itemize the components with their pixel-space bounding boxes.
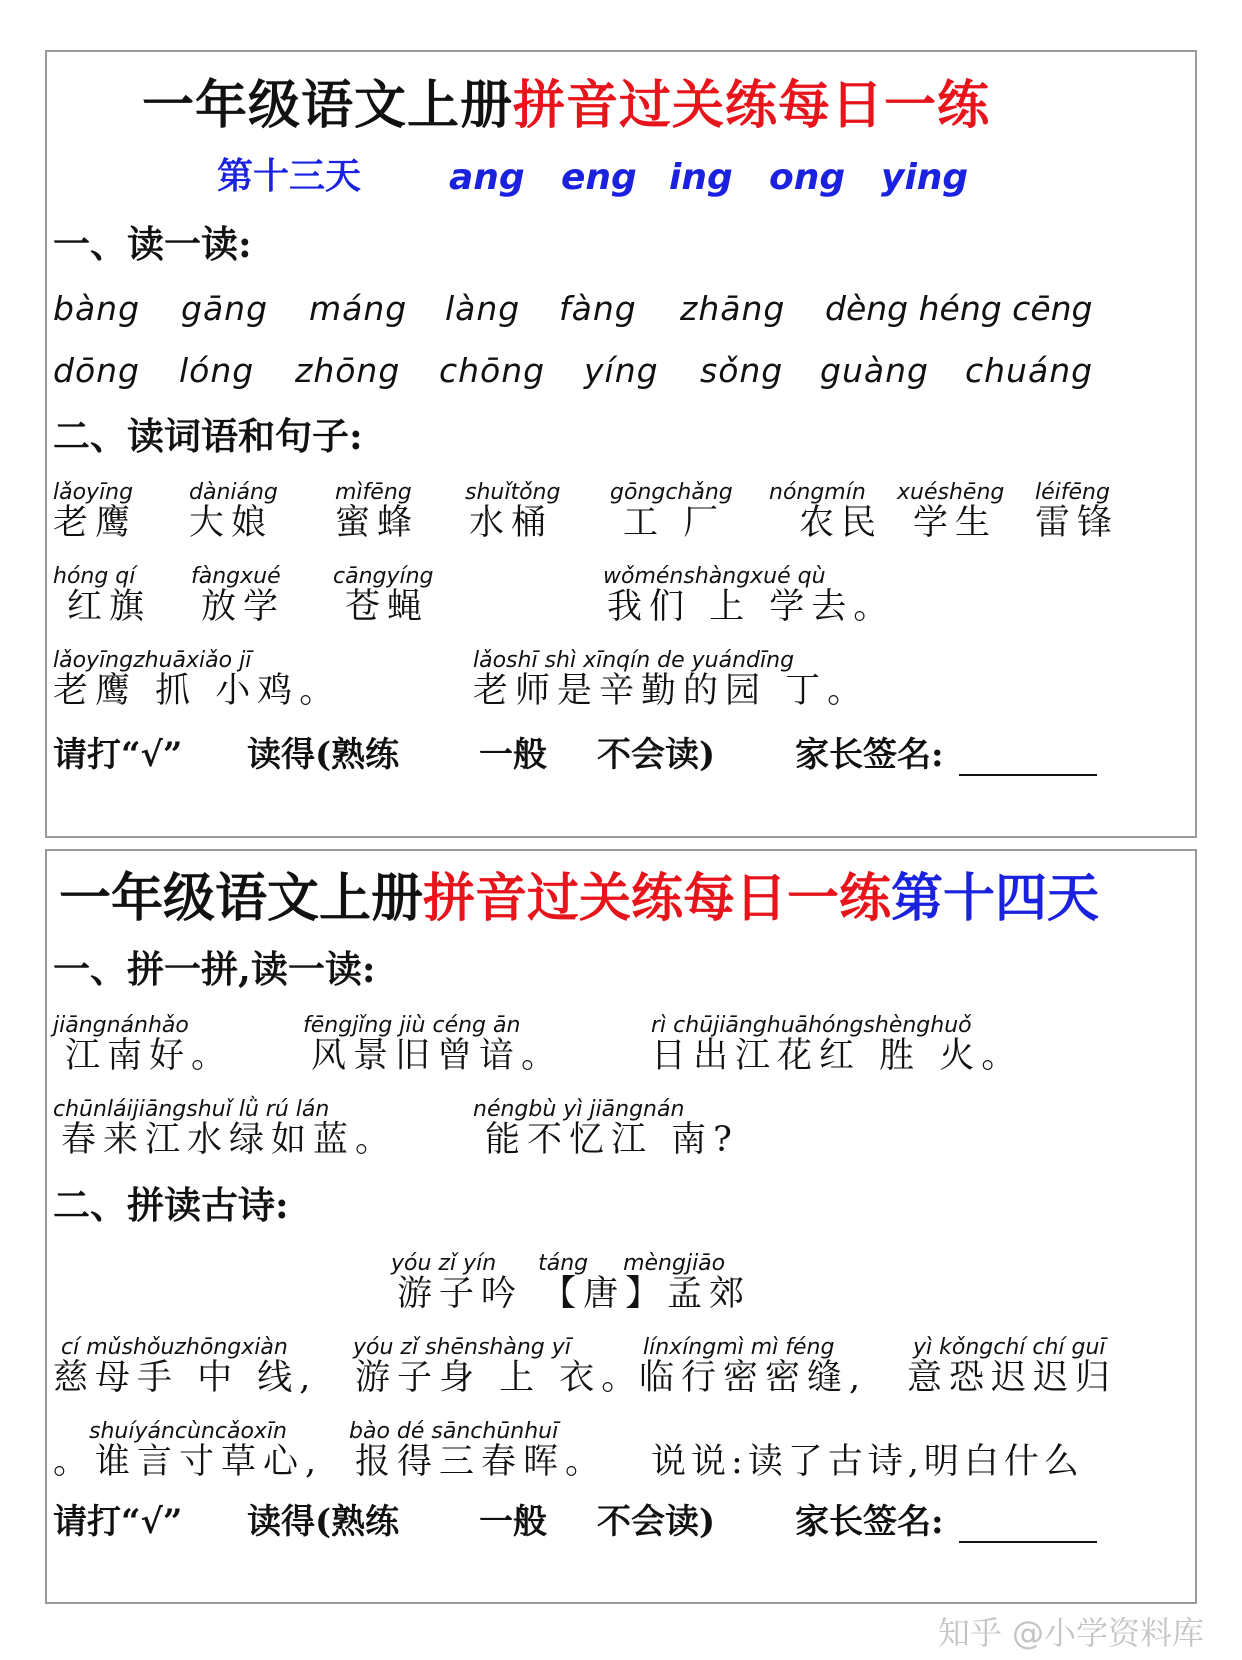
poem-pinyin: línxíngmì mì féng — [643, 1335, 835, 1360]
section-words: 二、读词语和句子: — [53, 414, 363, 458]
word-pinyin: dàniáng — [189, 480, 278, 505]
word-pinyin: hóng qí — [53, 564, 136, 589]
poem-pinyin: cí mǔshǒuzhōngxiàn — [61, 1335, 288, 1360]
card2-title: 一年级语文上册拼音过关练每日一练第十四天 — [59, 868, 1100, 929]
syllable: zhōng — [295, 351, 401, 390]
poem-pinyin: yóu zǐ shēnshàng yī — [353, 1335, 571, 1360]
check-instruction: 请打“√” — [53, 735, 183, 775]
pinyin-head-ying: ying — [881, 157, 969, 198]
line-pinyin: jiāngnánhǎo — [53, 1013, 189, 1038]
syllable: máng — [309, 289, 408, 328]
option-normal[interactable]: 一般 — [479, 735, 547, 775]
poem-hanzi: 游子身 上 衣。 — [355, 1358, 644, 1398]
word-pinyin: léifēng — [1035, 480, 1110, 505]
option-cannot[interactable]: 不会读) — [597, 735, 716, 775]
word-hanzi: 工 厂 — [623, 503, 726, 543]
poem-hanzi: 。谁言寸草心, — [53, 1442, 324, 1482]
sentence-pinyin: lǎoyīngzhuāxiǎo jī — [53, 648, 252, 673]
syllable: zhāng — [680, 289, 786, 328]
poem-hanzi: 慈母手 中 线, — [53, 1358, 318, 1398]
word-pinyin: mìfēng — [335, 480, 412, 505]
day13-card — [45, 50, 1197, 838]
line-pinyin: néngbù yì jiāngnán — [473, 1097, 685, 1122]
syllable: fàng — [559, 289, 637, 328]
section-spell-read: 一、拼一拼,读一读: — [53, 947, 376, 991]
poem-title-hanzi: 游子吟 【唐】孟郊 — [397, 1274, 752, 1314]
word-hanzi: 大娘 — [189, 503, 274, 543]
line-pinyin: rì chūjiānghuāhóngshènghuǒ — [651, 1013, 972, 1038]
pinyin-head-ing: ing — [669, 157, 733, 198]
sentence-pinyin: lǎoshī shì xīnqín de yuándīng — [473, 648, 795, 673]
syllable: gāng — [181, 289, 269, 328]
syllable: guàng — [820, 351, 929, 390]
word-pinyin: cāngyíng — [333, 564, 434, 589]
syllable: dōng — [53, 351, 140, 390]
option-fluent[interactable]: 读得(熟练 — [247, 1502, 400, 1542]
poem-pinyin: yì kǒngchí chí guī — [913, 1335, 1106, 1360]
pinyin-head-ong: ong — [769, 157, 846, 198]
poem-pinyin: bào dé sānchūnhuī — [349, 1419, 559, 1444]
signature-line[interactable] — [959, 1541, 1097, 1543]
watermark: 知乎 @小学资料库 — [937, 1614, 1204, 1652]
word-pinyin: fàngxué — [191, 564, 281, 589]
sentence-hanzi: 老师是辛勤的园 丁。 — [473, 671, 870, 711]
syllable: yíng — [584, 351, 659, 390]
line-hanzi: 江南好。 — [65, 1036, 234, 1076]
section-read: 一、读一读: — [53, 222, 252, 266]
poem-hanzi: 临行密密缝, — [639, 1358, 868, 1398]
word-hanzi: 老鹰 — [53, 503, 138, 543]
word-hanzi: 红旗 — [67, 587, 152, 627]
word-pinyin: gōngchǎng — [610, 480, 733, 505]
syllable: lóng — [179, 351, 255, 390]
sentence-pinyin: wǒménshàngxué qù — [603, 564, 826, 589]
syllable: sǒng — [700, 351, 784, 390]
poem-hanzi: 报得三春晖。 — [355, 1442, 608, 1482]
syllable: chuáng — [965, 351, 1094, 390]
poem-title-pinyin: yóu zǐ yín táng mèngjiāo — [391, 1251, 726, 1276]
poem-hanzi: 意恐迟迟归 — [907, 1358, 1118, 1398]
pinyin-head-ang: ang — [449, 157, 525, 198]
sentence-hanzi: 老鹰 抓 小鸡。 — [53, 671, 342, 711]
syllable: bàng — [53, 289, 141, 328]
word-hanzi: 水桶 — [469, 503, 554, 543]
syllable: chōng — [439, 351, 546, 390]
option-fluent[interactable]: 读得(熟练 — [247, 735, 400, 775]
word-pinyin: nóngmín — [769, 480, 866, 505]
word-hanzi: 学生 — [913, 503, 998, 543]
line-hanzi: 风景旧曾谙。 — [311, 1036, 564, 1076]
word-hanzi: 放学 — [201, 587, 286, 627]
sentence-hanzi: 我们 上 学去。 — [607, 587, 896, 627]
day14-card — [45, 849, 1197, 1604]
option-normal[interactable]: 一般 — [479, 1502, 547, 1542]
word-pinyin: shuǐtǒng — [465, 480, 561, 505]
line-pinyin: fēngjǐng jiù céng ān — [303, 1013, 521, 1038]
line-hanzi: 春来江水绿如蓝。 — [61, 1120, 398, 1160]
word-pinyin: lǎoyīng — [53, 480, 134, 505]
word-hanzi: 蜜蜂 — [335, 503, 420, 543]
day-label: 第十三天 — [217, 155, 362, 197]
word-hanzi: 农民 — [799, 503, 884, 543]
line-hanzi: 日出江花红 胜 火。 — [651, 1036, 1024, 1076]
word-pinyin: xuéshēng — [897, 480, 1005, 505]
line-hanzi: 能不忆江 南? — [485, 1120, 739, 1160]
parent-signature-label: 家长签名: — [795, 735, 944, 775]
syllable: dèng héng cēng — [825, 289, 1093, 328]
syllable: làng — [445, 289, 521, 328]
section-poem: 二、拼读古诗: — [53, 1183, 289, 1227]
card1-title: 一年级语文上册拼音过关练每日一练 — [142, 75, 991, 136]
word-hanzi: 苍蝇 — [345, 587, 430, 627]
discussion-prompt: 说说:读了古诗,明白什么 — [651, 1442, 1084, 1482]
option-cannot[interactable]: 不会读) — [597, 1502, 716, 1542]
word-hanzi: 雷锋 — [1035, 503, 1120, 543]
signature-line[interactable] — [959, 774, 1097, 776]
poem-pinyin: shuíyáncùncǎoxīn — [89, 1419, 287, 1444]
pinyin-head-eng: eng — [561, 157, 637, 198]
parent-signature-label: 家长签名: — [795, 1502, 944, 1542]
line-pinyin: chūnláijiāngshuǐ lǜ rú lán — [53, 1097, 330, 1122]
check-instruction: 请打“√” — [53, 1502, 183, 1542]
